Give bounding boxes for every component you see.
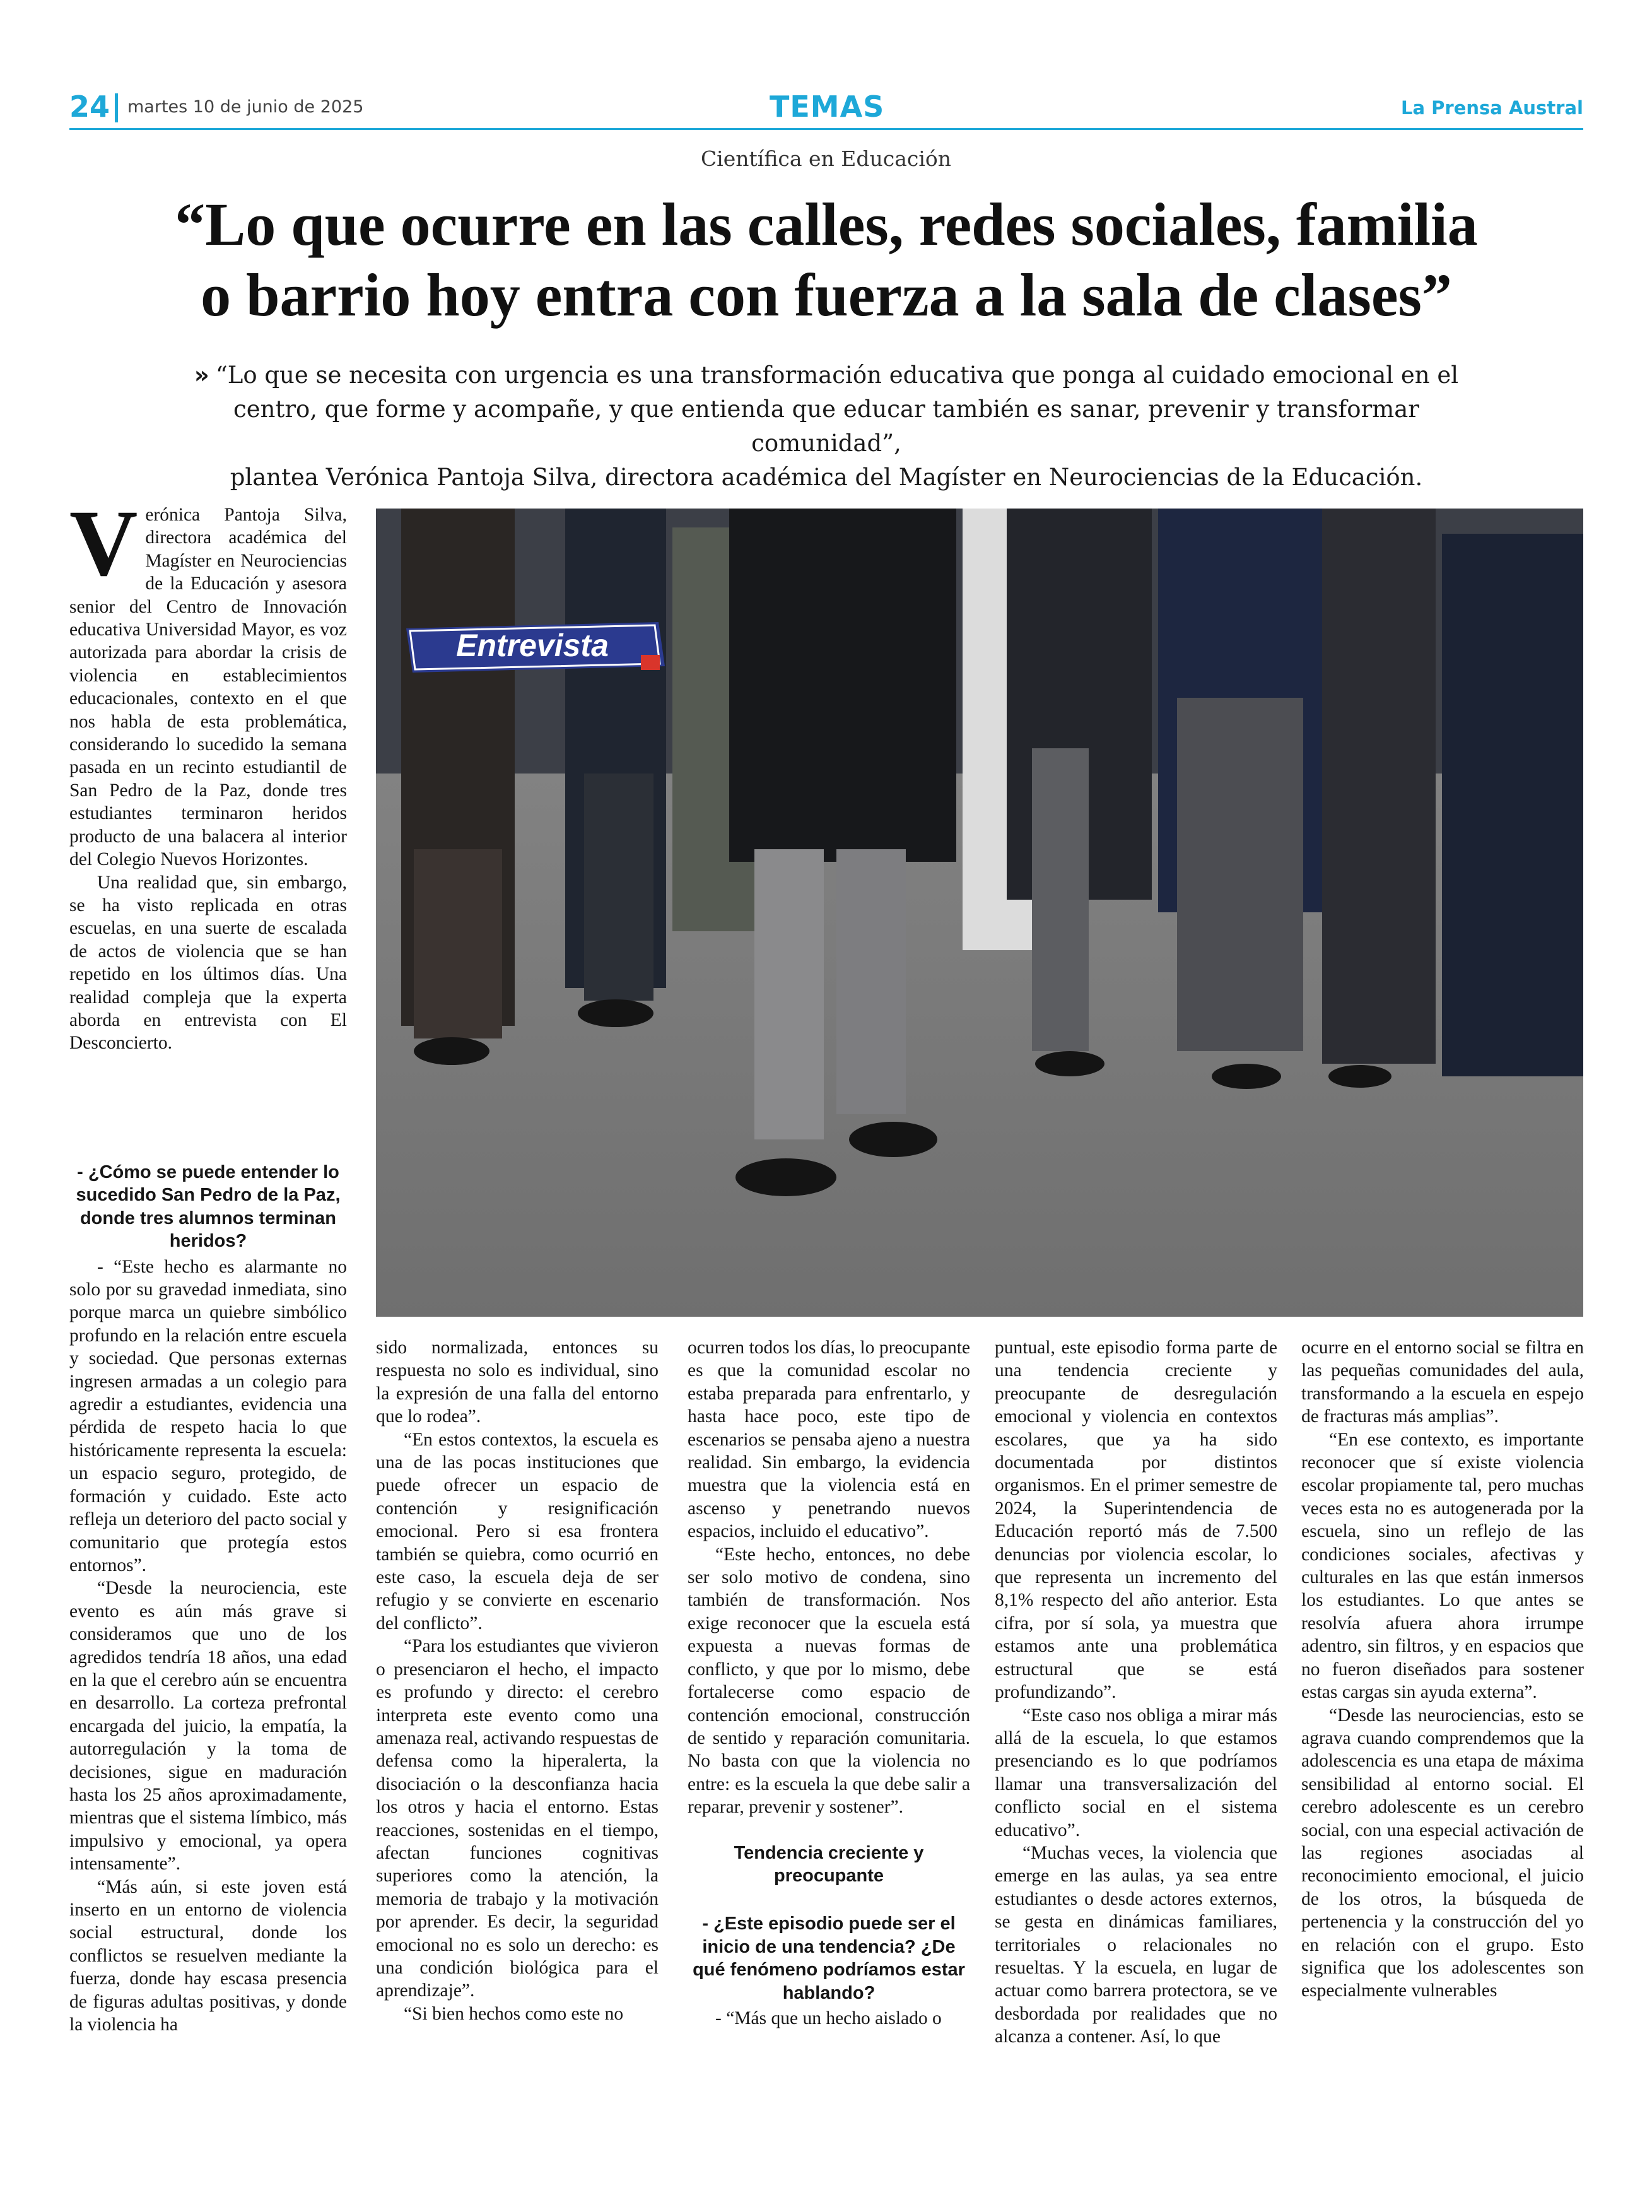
article-column-3 [688,1336,970,2030]
paragraph: Una realidad que, sin embargo, se ha visto replicada en otras escuelas, en una suerte de escalada de actos de violencia que se han repetido en los últimos días. Una realidad compleja que la experta aborda en entrevista con El Desconcierto. [69,872,347,1054]
page-number-divider [115,93,118,122]
section-title: TEMAS [770,90,885,124]
article-column-5 [1301,1336,1584,2003]
paragraph: sido normalizada, entonces su respuesta no solo es individual, sino la expresión de una falla del entorno que lo rodea”. [376,1338,659,1427]
issue-date: martes 10 de junio de 2025 [127,97,364,117]
interview-question: - ¿Este episodio puede ser el inicio de una tendencia? ¿De qué fenómeno podríamos estar hablando? [693,1914,965,2003]
paragraph: “Más aún, si este joven está inserto en un entorno de violencia social estructural, donde los conflictos se resuelven mediante la fuerza, donde hay escasa presencia de figuras adultas positivas, y donde la violencia ha [69,1876,347,2035]
lead-line-3: plantea Verónica Pantoja Silva, directora académica del Magíster en Neurociencias de la Educación. [230,464,1423,491]
paragraph: “En ese contexto, es importante reconocer que sí existe violencia escolar propiamente tal, pero muchas veces esta no es autogenerada por la escuela, sino un reflejo de las condiciones sociales, afectivas y culturales en las que están inmersos los estudiantes. Lo que antes se resolvía afuera ahora irrumpe adentro, sin filtros, y en espacios que no fueron diseñados para sostener estas cargas sin ayuda externa”. [1301,1429,1584,1703]
article-column-2 [376,1336,659,2025]
article-headline [88,189,1564,331]
article-lead [189,358,1463,495]
interview-badge-label: Entrevista [456,628,609,663]
paragraph: “Este hecho, entonces, no debe ser solo motivo de condena, sino también de transformación. Nos exige reconocer que la escuela está expuesta a nuevas formas de conflicto, y que por lo mismo, debe fortalecerse como espacio de contención emocional, construcción de sentido y reparación comunitaria. No basta con que la violencia no entre: es la escuela la que debe salir a reparar, prevenir y sostener”. [688,1544,970,1818]
article-kicker: Científica en Educación [700,146,952,171]
newspaper-name: La Prensa Austral [1401,97,1583,119]
paragraph: “Muchas veces, la violencia que emerge en las aulas, ya sea entre estudiantes o desde actores externos, se gesta en dinámicas familiares, territoriales o relacionales no resueltas. Y la escuela, en lugar de actuar como barrera protectora, se ve desbordada por realidades que no alcanza a contener. Así, lo que [995,1842,1277,2047]
paragraph: “Desde la neurociencia, este evento es aún más grave si consideramos que uno de los agredidos tendría 18 años, una edad en la que el cerebro aún se encuentra en desarrollo. La corteza prefrontal encargada del juicio, la empatía, la autorregulación y la toma de decisiones, sigue en maduración hasta los 25 años aproximadamente, mientras que el sistema límbico, más impulsivo y emocional, ya opera intensamente”. [69,1578,347,1874]
lead-line-1: “Lo que se necesita con urgencia es una transformación educativa que ponga al cuidado emocional en el [215,362,1459,389]
paragraph: “Para los estudiantes que vivieron o presenciaron el hecho, el impacto es profundo y directo: el cerebro interpreta este evento como una amenaza real, activando respuestas de defensa como la hiperalerta, la disociación o la desconfianza hacia los otros y hacia el entorno. Estas reacciones, sostenidas en el tiempo, afectan funciones cognitivas superiores como la atención, la memoria de trabajo y la motivación por aprender. Es decir, la seguridad emocional no es solo un derecho: es una condición biológica para el aprendizaje”. [376,1636,659,2001]
article-column-1 [69,491,347,1055]
subheading: Tendencia creciente y preocupante [734,1842,924,1886]
paragraph: “Este caso nos obliga a mirar más allá de la escuela, lo que estamos presenciando es lo que podríamos llamar una transversalización del conflicto social en el sistema educativo”. [995,1705,1277,1840]
lead-line-2: centro, que forme y acompañe, y que entienda que educar también es sanar, prevenir y transformar comunidad”, [233,396,1419,457]
interview-badge [406,622,665,673]
paragraph: - “Este hecho es alarmante no solo por su gravedad inmediata, sino porque marca un quiebre simbólico profundo en la relación entre escuela y sociedad. Que personas externas ingresen armadas a un colegio para agredir a estudiantes, evidencia una pérdida de respeto hacia lo que históricamente representa la escuela: un espacio seguro, protegido, de formación y cuidado. Este acto refleja un deterioro del pacto social y comunitario que protegía estos entornos”. [69,1256,347,1575]
article-column-1-continued [69,1142,347,2036]
headline-line-1: “Lo que ocurre en las calles, redes sociales, familia [175,191,1478,258]
paragraph: - “Más que un hecho aislado o [715,2008,942,2028]
paragraph: puntual, este episodio forma parte de una tendencia creciente y preocupante de desregulación emocional y violencia en contextos escolares, que ya ha sido documentada por distintos organismos. En el primer semestre de 2024, la Superintendencia de Educación reportó más de 7.500 denuncias por violencia escolar, lo que representa un incremento del 8,1% respecto del año anterior. Esta cifra, por sí sola, ya muestra que estamos ante una problemática estructural que se está profundizando”. [995,1338,1277,1703]
header-rule [69,128,1583,130]
drop-cap: V [69,491,138,596]
page-header [69,90,1583,127]
paragraph: erónica Pantoja Silva, directora académica del Magíster en Neurociencias de la Educación y asesora senior del Centro de Innovación educativa Universidad Mayor, es voz autorizada para abordar la crisis de violencia en establecimientos educacionales, contexto en el que nos habla de esta problemática, considerando lo sucedido la semana pasada en un recinto estudiantil de San Pedro de la Paz, donde tres estudiantes terminaron heridos producto de una balacera al interior del Colegio Nuevos Horizontes. [69,505,347,870]
headline-line-2: o barrio hoy entra con fuerza a la sala de clases” [201,261,1452,329]
paragraph: ocurren todos los días, lo preocupante es que la comunidad escolar no estaba preparada para enfrentarlo, y hasta hace poco, este tipo de escenarios se pensaba ajeno a nuestra realidad. Sin embargo, la evidencia muestra que la violencia está en ascenso y penetrando nuevos espacios, incluido el educativo”. [688,1338,970,1542]
page-number: 24 [69,90,110,124]
paragraph: “En estos contextos, la escuela es una de las pocas instituciones que puede ofrecer un espacio de contención y resignificación emocional. Pero si esa frontera también se quiebra, como ocurrió en este caso, la escuela deja de ser refugio y se convierte en escenario del conflicto”. [376,1429,659,1633]
paragraph: “Si bien hechos como este no [404,2003,624,2024]
article-photo [376,509,1583,1317]
paragraph: ocurre en el entorno social se filtra en las pequeñas comunidades del aula, transformando a la escuela en espejo de fracturas más amplias”. [1301,1338,1584,1427]
double-chevron-right-icon: » [194,362,209,389]
paragraph: “Desde las neurociencias, esto se agrava cuando comprendemos que la adolescencia es una etapa de máxima sensibilidad al entorno social. El cerebro adolescente es un cerebro social, con una especial activación de las regiones asociadas al reconocimiento emocional, el juicio de los otros, la búsqueda de pertenencia y la construcción del yo en relación con el grupo. Esto significa que los adolescentes son especialmente vulnerables [1301,1705,1584,2001]
interview-question: - ¿Cómo se puede entender lo sucedido San Pedro de la Paz, donde tres alumnos terminan heridos? [76,1162,341,1252]
article-column-4 [995,1336,1277,2049]
